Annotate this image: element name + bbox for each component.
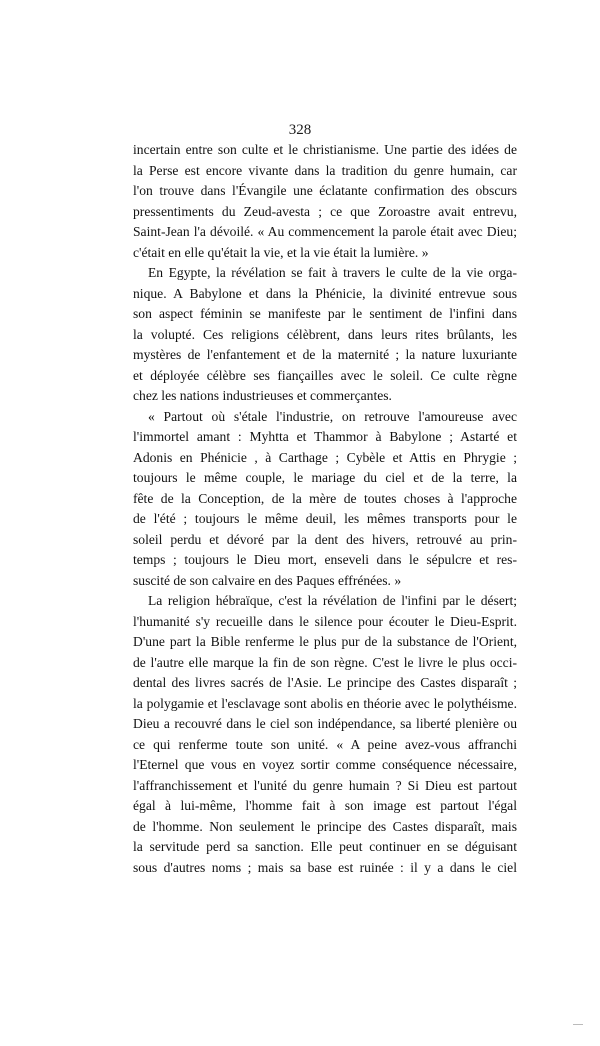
text-line: la Perse est encore vivante dans la tradition du genre humain, car xyxy=(133,162,517,178)
text-line: « Partout où s'étale l'industrie, on retrouve l'amoureuse avec xyxy=(148,408,517,424)
text-line: D'une part la Bible renferme le plus pur de la substance de l'Orient, xyxy=(133,634,517,649)
text-line: l'immortel amant : Myhtta et Thammor à Babylone ; Astarté et xyxy=(133,429,517,444)
scan-mark xyxy=(573,1024,583,1025)
text-line: dental des livres sacrés de l'Asie. Le principe des Castes disparaît ; xyxy=(133,675,517,690)
text-line: Adonis en Phénicie , à Carthage ; Cybèle et Attis en Phrygie ; xyxy=(133,449,517,465)
text-line: fête de la Conception, de la mère de toutes choses à l'approche xyxy=(133,490,517,506)
text-line: de l'autre elle marque la fin de son règne. C'est le livre le plus occi- xyxy=(133,654,517,670)
text-line: l'on trouve dans l'Évangile une éclatante confirmation des obscurs xyxy=(133,183,517,198)
body-text xyxy=(133,140,517,878)
page-number: 328 xyxy=(288,122,312,138)
text-line: sous d'autres noms ; mais sa base est ruinée : il y a dans le ciel xyxy=(133,859,517,875)
text-line: La religion hébraïque, c'est la révélation de l'infini par le désert; xyxy=(148,593,517,608)
text-line: nique. A Babylone et dans la Phénicie, la divinité entrevue sous xyxy=(133,285,517,301)
text-line: de l'homme. Non seulement le principe des Castes disparaît, mais xyxy=(133,818,517,834)
text-line: l'Eternel que vous en voyez sortir comme conséquence nécessaire, xyxy=(133,757,517,772)
text-line: l'affranchissement et l'unité du genre humain ? Si Dieu est partout xyxy=(133,777,517,793)
text-line: pressentiments du Zeud-avesta ; ce que Zoroastre avait entrevu, xyxy=(133,203,517,219)
text-line: chez les nations industrieuses et commerçantes. xyxy=(133,388,392,403)
text-line: Dieu a recouvré dans le ciel son indépendance, sa liberté plenière ou xyxy=(133,716,517,731)
text-line: de l'été ; toujours le même deuil, les mêmes transports pour le xyxy=(133,511,517,526)
text-line: Saint-Jean l'a dévoilé. « Au commencement la parole était avec Dieu; xyxy=(133,224,517,239)
text-line: soleil perdu et dévoré par la dent des hivers, retrouvé au prin- xyxy=(133,531,517,547)
text-line: incertain entre son culte et le christianisme. Une partie des idées de xyxy=(133,142,517,157)
text-line: la polygamie et l'esclavage sont abolis en théorie avec le polythéisme. xyxy=(133,695,517,711)
text-line: c'était en elle qu'était la vie, et la vie était la lumière. » xyxy=(133,244,429,260)
text-line: En Egypte, la révélation se fait à travers le culte de la vie orga- xyxy=(148,265,517,280)
text-line: égal à lui-même, l'homme fait à son image est partout l'égal xyxy=(133,798,517,813)
text-line: mystères de l'enfantement et de la maternité ; la nature luxuriante xyxy=(133,347,517,362)
text-line: la volupté. Ces religions célèbrent, dans leurs rites brûlants, les xyxy=(133,326,517,342)
text-line: toujours le même couple, le mariage du ciel et de la terre, la xyxy=(133,470,517,485)
text-line: la servitude perd sa sanction. Elle peut continuer en se déguisant xyxy=(133,839,517,854)
text-line: l'humanité s'y recueille dans le silence pour écouter le Dieu-Esprit. xyxy=(133,613,517,629)
text-line: ce qui renferme toute son unité. « A peine avez-vous affranchi xyxy=(133,736,517,752)
text-line: suscité de son calvaire en des Paques effrénées. » xyxy=(133,572,402,588)
text-line: temps ; toujours le Dieu mort, enseveli dans le sépulcre et res- xyxy=(133,552,517,567)
text-line: son aspect féminin se manifeste par le sentiment de l'infini dans xyxy=(133,306,517,321)
text-line: et déployée célèbre ses fiançailles avec le soleil. Ce culte règne xyxy=(133,367,517,383)
